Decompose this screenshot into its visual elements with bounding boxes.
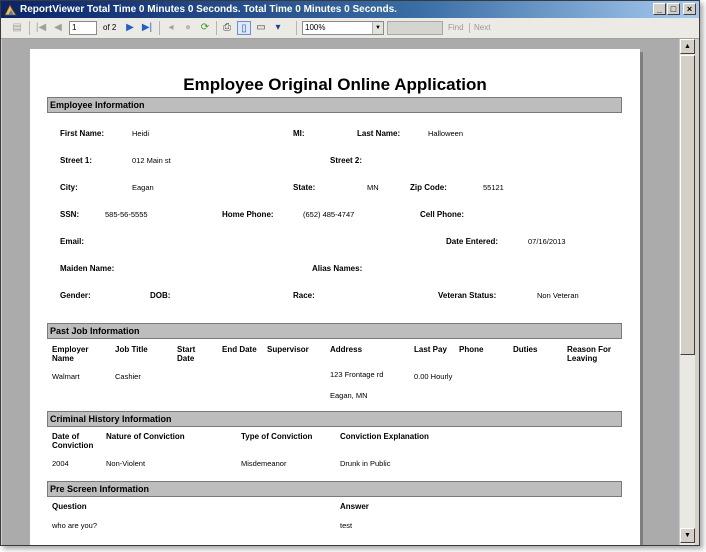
street2-label: Street 2: xyxy=(330,156,363,165)
col-end-date: End Date xyxy=(222,345,257,354)
job-last-pay-value: 0.00 Hourly xyxy=(414,372,453,381)
col-start-date: Start Date xyxy=(177,345,196,363)
zip-value: 55121 xyxy=(483,183,504,192)
page-count: of 2 xyxy=(103,23,117,32)
col-date-of-conviction: Date of Conviction xyxy=(52,432,94,450)
title-bar xyxy=(1,1,699,18)
export-icon[interactable]: ▾ xyxy=(275,22,281,33)
stop-icon[interactable]: ● xyxy=(184,22,192,33)
last-name-value: Halloween xyxy=(428,129,464,138)
next-page-icon[interactable]: ▶ xyxy=(126,22,134,33)
next-link[interactable]: Next xyxy=(474,23,491,32)
page-setup-icon[interactable]: ▭ xyxy=(256,22,266,33)
scroll-thumb[interactable] xyxy=(680,55,695,355)
past-job-heading: Past Job Information xyxy=(47,323,622,339)
job-employer-value: Walmart xyxy=(52,372,80,381)
job-address-line2: Eagan, MN xyxy=(330,391,368,400)
cell-phone-label: Cell Phone: xyxy=(420,210,465,219)
report-title: Employee Original Online Application xyxy=(183,75,487,94)
print-icon[interactable]: ⎙ xyxy=(223,22,231,33)
alias-names-label: Alias Names: xyxy=(312,264,363,273)
col-phone: Phone xyxy=(459,345,484,354)
col-last-pay: Last Pay xyxy=(414,345,447,354)
back-icon[interactable]: ◂ xyxy=(168,22,174,33)
date-entered-value: 07/16/2013 xyxy=(528,237,566,246)
state-value: MN xyxy=(367,183,379,192)
pre-screen-heading: Pre Screen Information xyxy=(47,481,622,497)
zip-label: Zip Code: xyxy=(410,183,447,192)
window-controls xyxy=(653,3,696,15)
city-value: Eagan xyxy=(132,183,154,192)
conviction-explanation-value: Drunk in Public xyxy=(340,459,391,468)
col-nature-of-conviction: Nature of Conviction xyxy=(106,432,185,441)
first-name-value: Heidi xyxy=(132,129,150,138)
col-conviction-explanation: Conviction Explanation xyxy=(340,432,429,441)
zoom-select[interactable] xyxy=(302,21,384,35)
street1-value: 012 Main st xyxy=(132,156,171,165)
job-title-value: Cashier xyxy=(115,372,141,381)
col-job-title: Job Title xyxy=(115,345,148,354)
conviction-type-value: Misdemeanor xyxy=(241,459,287,468)
ssn-value: 585-56-5555 xyxy=(105,210,148,219)
job-address-line1: 123 Frontage rd xyxy=(330,370,384,379)
find-input[interactable] xyxy=(387,21,443,35)
conviction-date-value: 2004 xyxy=(52,459,69,468)
date-entered-label: Date Entered: xyxy=(446,237,499,246)
email-label: Email: xyxy=(60,237,85,246)
maiden-name-label: Maiden Name: xyxy=(60,264,115,273)
app-icon xyxy=(4,3,17,16)
close-button[interactable]: × xyxy=(683,3,696,15)
col-supervisor: Supervisor xyxy=(267,345,309,354)
col-type-of-conviction: Type of Conviction xyxy=(241,432,313,441)
city-label: City: xyxy=(60,183,78,192)
employee-info-heading: Employee Information xyxy=(47,97,622,113)
street1-label: Street 1: xyxy=(60,156,93,165)
conviction-nature-value: Non-Violent xyxy=(106,459,146,468)
first-page-icon[interactable]: |◀ xyxy=(35,22,47,33)
first-name-label: First Name: xyxy=(60,129,105,138)
report-page xyxy=(30,49,640,545)
col-employer-name: Employer Name xyxy=(52,345,89,363)
last-name-label: Last Name: xyxy=(357,129,401,138)
chevron-down-icon: ▼ xyxy=(372,22,383,34)
ssn-label: SSN: xyxy=(60,210,80,219)
mi-label: MI: xyxy=(293,129,305,138)
criminal-history-heading: Criminal History Information xyxy=(47,411,622,427)
answer-value: test xyxy=(340,521,353,530)
question-value: who are you? xyxy=(52,521,98,530)
zoom-value: 100% xyxy=(305,23,326,32)
col-duties: Duties xyxy=(513,345,538,354)
previous-page-icon[interactable]: ◀ xyxy=(54,22,62,33)
maximize-button[interactable]: □ xyxy=(667,3,680,15)
race-label: Race: xyxy=(293,291,315,300)
scroll-down-icon[interactable]: ▼ xyxy=(680,528,695,543)
print-layout-icon[interactable]: ▯ xyxy=(237,21,251,35)
veteran-status-label: Veteran Status: xyxy=(438,291,497,300)
document-map-icon[interactable]: ▤ xyxy=(12,22,22,33)
col-question: Question xyxy=(52,502,87,511)
state-label: State: xyxy=(293,183,316,192)
page-number-input[interactable]: 1 xyxy=(69,21,97,35)
report-viewport[interactable] xyxy=(2,39,679,545)
home-phone-label: Home Phone: xyxy=(222,210,274,219)
home-phone-value: (652) 485-4747 xyxy=(303,210,355,219)
window-title: ReportViewer Total Time 0 Minutes 0 Seconds. Total Time 0 Minutes 0 Seconds. xyxy=(20,4,397,15)
col-reason-for-leaving: Reason For Leaving xyxy=(567,345,612,363)
vertical-scrollbar[interactable] xyxy=(679,39,695,545)
col-address: Address xyxy=(330,345,363,354)
gender-label: Gender: xyxy=(60,291,91,300)
dob-label: DOB: xyxy=(150,291,171,300)
veteran-status-value: Non Veteran xyxy=(537,291,579,300)
refresh-icon[interactable]: ⟳ xyxy=(200,22,210,33)
scroll-up-icon[interactable]: ▲ xyxy=(680,39,695,54)
report-toolbar xyxy=(1,18,699,39)
minimize-button[interactable]: _ xyxy=(653,3,666,15)
find-link[interactable]: Find xyxy=(448,23,464,32)
last-page-icon[interactable]: ▶| xyxy=(141,22,153,33)
col-answer: Answer xyxy=(340,502,369,511)
